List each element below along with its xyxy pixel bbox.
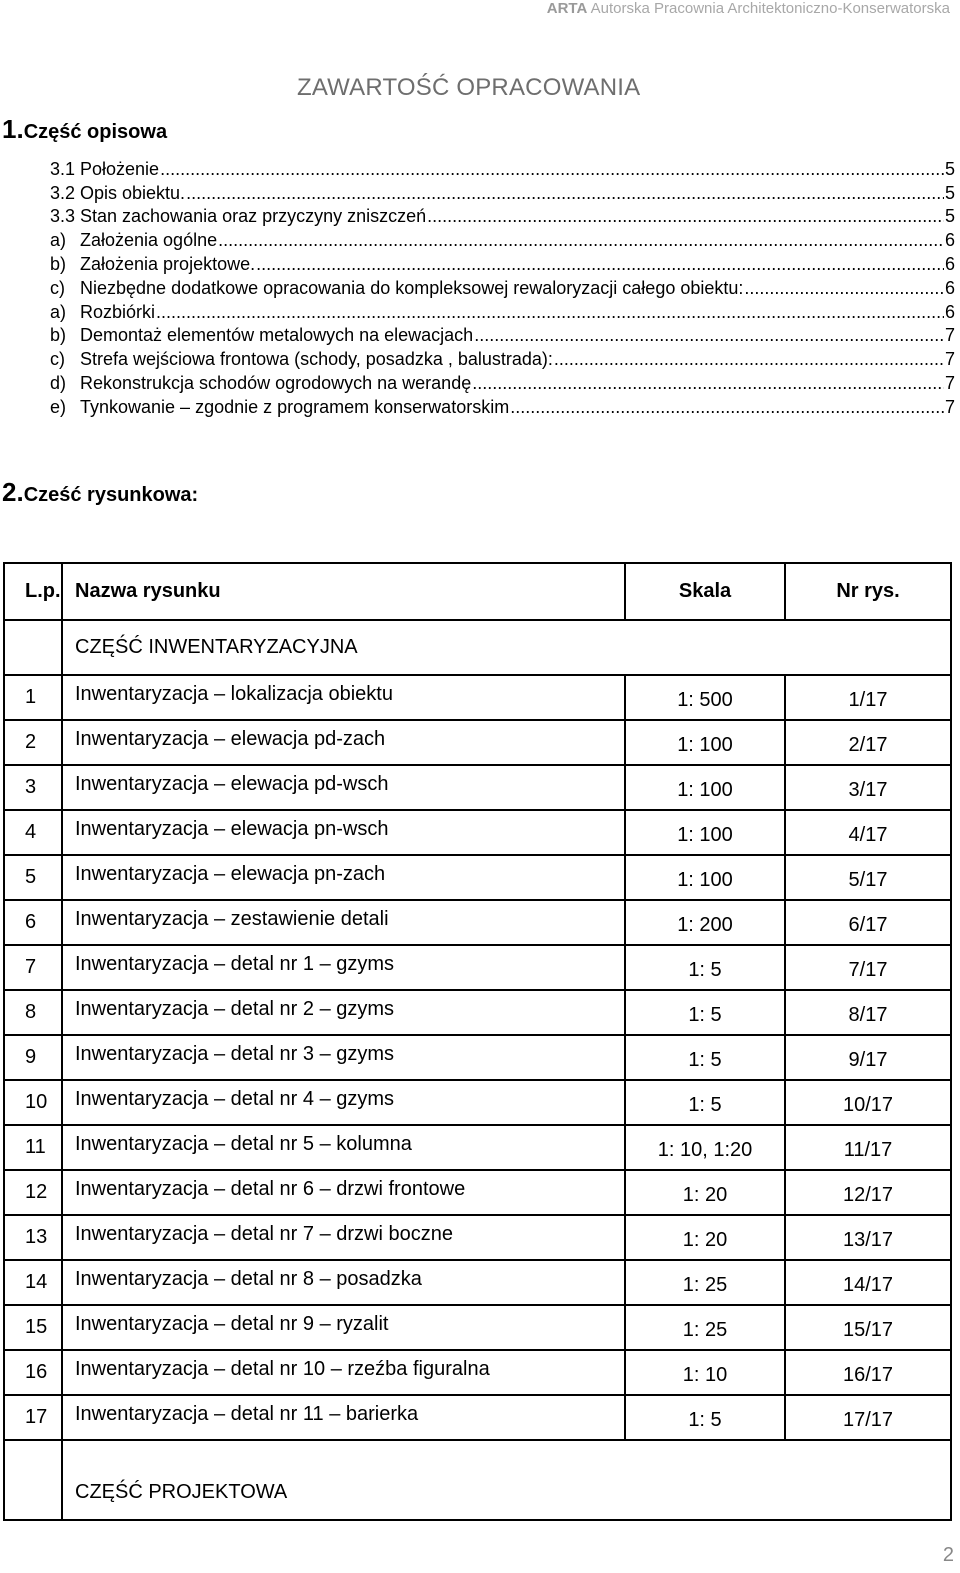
toc-text: Stan zachowania oraz przyczyny zniszczeń (80, 206, 427, 227)
drawing-scale: 1: 5 (688, 959, 722, 981)
page-number: 2 (942, 1544, 954, 1566)
cell-name (62, 1260, 625, 1305)
section-title-inventory: CZĘŚĆ INWENTARYZACYJNA (62, 620, 951, 675)
drawing-scale: 1: 20 (682, 1184, 728, 1206)
cell-lp: 9 (4, 1035, 62, 1080)
toc-index: c) (50, 277, 65, 298)
drawing-name: Inwentaryzacja – detal nr 5 – kolumna (75, 1133, 412, 1155)
toc-item (50, 204, 955, 228)
drawing-number: 8/17 (848, 1004, 888, 1026)
drawing-number: 13/17 (842, 1229, 894, 1251)
toc-text: Założenia ogólne (80, 230, 218, 251)
table-row (4, 1125, 951, 1170)
cell-name (62, 1215, 625, 1260)
drawing-scale: 1: 200 (677, 914, 733, 936)
table-row (4, 1305, 951, 1350)
cell-name (62, 1080, 625, 1125)
toc-index: 3.2 (50, 182, 76, 203)
toc-leader (186, 182, 944, 204)
table-row (4, 1395, 951, 1440)
toc-page: 7 (944, 325, 955, 346)
cell-scale (625, 675, 785, 720)
drawing-scale: 1: 100 (677, 869, 733, 891)
cell-nr (785, 1215, 951, 1260)
cell-name (62, 1350, 625, 1395)
cell-scale (625, 1260, 785, 1305)
cell-lp: 15 (4, 1305, 62, 1350)
cell-scale (625, 1035, 785, 1080)
header-org: Autorska Pracownia Architektoniczno-Konserwatorska (590, 0, 950, 17)
cell-nr (785, 1395, 951, 1440)
cell-scale (625, 1350, 785, 1395)
toc-index: d) (50, 372, 67, 393)
toc-text: Opis obiektu. (80, 182, 186, 203)
toc-index: a) (50, 301, 67, 322)
cell-scale (625, 720, 785, 765)
drawings-table (3, 562, 952, 1521)
cell-scale (625, 1215, 785, 1260)
cell-name (62, 1170, 625, 1215)
cell-lp: 1 (4, 675, 62, 720)
toc-page: 7 (944, 349, 955, 370)
cell-lp: 10 (4, 1080, 62, 1125)
drawing-number: 3/17 (848, 779, 888, 801)
cell-scale (625, 765, 785, 810)
cell-nr (785, 810, 951, 855)
header-nr: Nr rys. (785, 563, 951, 620)
table-row (4, 990, 951, 1035)
toc-text: Założenia projektowe. (80, 253, 256, 274)
toc-text: Rekonstrukcja schodów ogrodowych na werandę (80, 372, 472, 393)
drawing-name: Inwentaryzacja – elewacja pn-zach (75, 863, 386, 885)
cell-name (62, 810, 625, 855)
drawing-number: 17/17 (842, 1409, 894, 1431)
section-heading-descriptive (2, 114, 167, 145)
toc-item (50, 323, 955, 347)
drawing-number: 14/17 (842, 1274, 894, 1296)
cell-scale (625, 945, 785, 990)
toc-leader (427, 205, 944, 227)
table-row (4, 1260, 951, 1305)
toc-text: Tynkowanie – zgodnie z programem konserwatorskim (80, 396, 510, 417)
drawing-scale: 1: 100 (677, 824, 733, 846)
cell-nr (785, 1350, 951, 1395)
drawing-number: 12/17 (842, 1184, 894, 1206)
cell-lp: 8 (4, 990, 62, 1035)
cell-nr (785, 900, 951, 945)
cell-name (62, 1305, 625, 1350)
section-label: Część opisowa (23, 121, 168, 143)
cell-nr (785, 1035, 951, 1080)
drawing-number: 2/17 (848, 734, 888, 756)
drawing-scale: 1: 5 (688, 1409, 722, 1431)
cell-scale (625, 1395, 785, 1440)
cell-lp: 13 (4, 1215, 62, 1260)
cell-lp: 14 (4, 1260, 62, 1305)
cell-scale (625, 900, 785, 945)
toc-item (50, 275, 955, 299)
cell-scale (625, 1080, 785, 1125)
table-row (4, 1215, 951, 1260)
drawing-number: 4/17 (848, 824, 888, 846)
cell-nr (785, 1080, 951, 1125)
toc-index: 3.1 (50, 158, 76, 179)
toc-index: b) (50, 325, 67, 346)
cell-scale (625, 1125, 785, 1170)
toc-item (50, 346, 955, 370)
drawing-number: 15/17 (842, 1319, 894, 1341)
header-scale: Skala (625, 563, 785, 620)
cell-nr (785, 990, 951, 1035)
drawing-scale: 1: 100 (677, 779, 733, 801)
cell-name (62, 675, 625, 720)
cell-nr (785, 675, 951, 720)
toc-leader (554, 348, 944, 370)
toc-page: 5 (944, 206, 955, 227)
table-row (4, 765, 951, 810)
cell-lp: 17 (4, 1395, 62, 1440)
section-number: 2. (2, 477, 24, 507)
toc-item (50, 394, 955, 418)
drawing-scale: 1: 100 (677, 734, 733, 756)
toc-item (50, 180, 955, 204)
drawing-scale: 1: 20 (682, 1229, 728, 1251)
cell-nr (785, 765, 951, 810)
toc-page: 6 (944, 253, 955, 274)
table-of-contents (50, 156, 955, 418)
toc-index: 3.3 (50, 206, 76, 227)
header-brand: ARTA (546, 0, 588, 17)
drawing-name: Inwentaryzacja – detal nr 2 – gzyms (75, 998, 395, 1020)
drawing-name: Inwentaryzacja – detal nr 6 – drzwi frontowe (75, 1178, 466, 1200)
drawing-number: 16/17 (842, 1364, 894, 1386)
table-row (4, 675, 951, 720)
document-title: ZAWARTOŚĆ OPRACOWANIA (297, 74, 641, 101)
table-row (4, 945, 951, 990)
toc-page: 7 (944, 396, 955, 417)
drawing-name: Inwentaryzacja – detal nr 8 – posadzka (75, 1268, 422, 1290)
cell-name (62, 720, 625, 765)
section-lp-empty (4, 1440, 62, 1520)
drawing-number: 1/17 (848, 689, 888, 711)
section-title-project (62, 1440, 951, 1520)
drawing-name: Inwentaryzacja – lokalizacja obiektu (75, 683, 393, 705)
drawing-name: Inwentaryzacja – elewacja pd-wsch (75, 773, 389, 795)
drawing-number: 6/17 (848, 914, 888, 936)
section-heading-drawings (2, 477, 198, 508)
drawing-scale: 1: 5 (688, 1004, 722, 1026)
table-row (4, 810, 951, 855)
toc-index: c) (50, 349, 65, 370)
cell-lp: 12 (4, 1170, 62, 1215)
cell-lp: 6 (4, 900, 62, 945)
cell-name (62, 945, 625, 990)
drawing-scale: 1: 10 (682, 1364, 728, 1386)
cell-nr (785, 1170, 951, 1215)
toc-leader (510, 396, 944, 418)
cell-nr (785, 1125, 951, 1170)
cell-name (62, 900, 625, 945)
drawing-scale: 1: 25 (682, 1319, 728, 1341)
drawing-scale: 1: 5 (688, 1094, 722, 1116)
cell-scale (625, 810, 785, 855)
cell-scale (625, 990, 785, 1035)
toc-page: 6 (944, 277, 955, 298)
section-project-label: CZĘŚĆ PROJEKTOWA (75, 1480, 288, 1503)
cell-name (62, 765, 625, 810)
toc-page: 5 (944, 158, 955, 179)
drawing-name: Inwentaryzacja – detal nr 10 – rzeźba figuralna (75, 1358, 490, 1380)
section-number: 1. (2, 114, 24, 144)
cell-lp: 11 (4, 1125, 62, 1170)
header-name: Nazwa rysunku (62, 563, 625, 620)
cell-lp: 16 (4, 1350, 62, 1395)
toc-leader (256, 253, 944, 275)
drawing-name: Inwentaryzacja – detal nr 9 – ryzalit (75, 1313, 389, 1335)
drawing-scale: 1: 5 (688, 1049, 722, 1071)
toc-item (50, 227, 955, 251)
toc-page: 6 (944, 301, 955, 322)
cell-nr (785, 720, 951, 765)
table-row (4, 1170, 951, 1215)
toc-page: 5 (944, 182, 955, 203)
cell-name (62, 855, 625, 900)
table-row (4, 720, 951, 765)
toc-text: Strefa wejściowa frontowa (schody, posadzka , balustrada): (80, 349, 553, 370)
toc-text: Rozbiórki (80, 301, 156, 322)
cell-name (62, 990, 625, 1035)
drawing-name: Inwentaryzacja – detal nr 11 – barierka (75, 1403, 419, 1425)
drawing-scale: 1: 500 (677, 689, 733, 711)
drawing-name: Inwentaryzacja – elewacja pn-wsch (75, 818, 389, 840)
drawing-name: Inwentaryzacja – detal nr 4 – gzyms (75, 1088, 395, 1110)
table-row (4, 900, 951, 945)
cell-lp: 5 (4, 855, 62, 900)
toc-index: b) (50, 253, 67, 274)
table-row (4, 855, 951, 900)
table-row (4, 1035, 951, 1080)
cell-nr (785, 1305, 951, 1350)
toc-item (50, 156, 955, 180)
drawing-number: 7/17 (848, 959, 888, 981)
section-row-project (4, 1440, 951, 1520)
cell-scale (625, 1305, 785, 1350)
toc-text: Demontaż elementów metalowych na elewacjach (80, 325, 474, 346)
cell-scale (625, 1170, 785, 1215)
toc-text: Niezbędne dodatkowe opracowania do kompleksowej rewaloryzacji całego obiektu: (80, 277, 744, 298)
drawing-scale: 1: 25 (682, 1274, 728, 1296)
drawing-number: 9/17 (848, 1049, 888, 1071)
toc-page: 7 (944, 372, 955, 393)
drawing-number: 11/17 (843, 1139, 893, 1161)
table-row (4, 1350, 951, 1395)
toc-index: e) (50, 396, 67, 417)
cell-lp: 7 (4, 945, 62, 990)
cell-lp: 2 (4, 720, 62, 765)
cell-scale (625, 855, 785, 900)
toc-page: 6 (944, 230, 955, 251)
cell-lp: 4 (4, 810, 62, 855)
toc-leader (218, 229, 944, 251)
cell-nr (785, 945, 951, 990)
toc-text: Położenie (80, 158, 160, 179)
toc-leader (472, 372, 944, 394)
section-label: Cześć rysunkowa: (23, 484, 199, 506)
toc-item (50, 251, 955, 275)
table-row (4, 1080, 951, 1125)
cell-name (62, 1395, 625, 1440)
drawing-name: Inwentaryzacja – detal nr 3 – gzyms (75, 1043, 395, 1065)
toc-leader (160, 158, 944, 180)
cell-lp: 3 (4, 765, 62, 810)
header-lp: L.p. (4, 563, 62, 620)
drawing-scale: 1: 10, 1:20 (657, 1139, 753, 1161)
section-lp-empty (4, 620, 62, 675)
cell-nr (785, 855, 951, 900)
drawing-name: Inwentaryzacja – elewacja pd-zach (75, 728, 386, 750)
toc-item (50, 370, 955, 394)
page-header (547, 0, 950, 17)
cell-name (62, 1035, 625, 1080)
toc-leader (744, 277, 944, 299)
drawing-name: Inwentaryzacja – detal nr 7 – drzwi boczne (75, 1223, 453, 1245)
toc-item (50, 299, 955, 323)
toc-leader (156, 301, 944, 323)
cell-name (62, 1125, 625, 1170)
drawing-name: Inwentaryzacja – zestawienie detali (75, 908, 389, 930)
section-row-inventory (4, 620, 951, 675)
toc-leader (474, 324, 944, 346)
toc-index: a) (50, 230, 67, 251)
cell-nr (785, 1260, 951, 1305)
drawing-number: 5/17 (848, 869, 888, 891)
drawing-number: 10/17 (842, 1094, 894, 1116)
drawing-name: Inwentaryzacja – detal nr 1 – gzyms (75, 953, 395, 975)
table-header-row (4, 563, 951, 620)
